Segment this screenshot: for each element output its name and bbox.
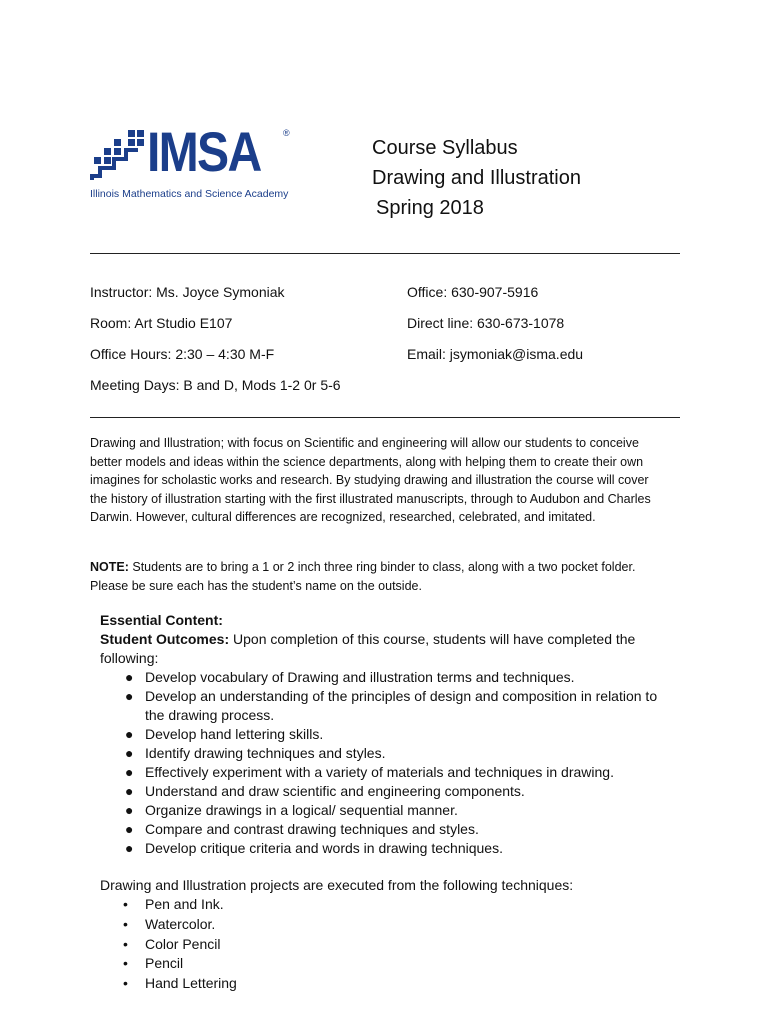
bullet-icon: • [123, 915, 128, 932]
techniques-list [100, 895, 680, 994]
essential-content [100, 611, 680, 858]
title-course-name: Drawing and Illustration [372, 167, 581, 189]
bullet-icon: ● [125, 840, 134, 856]
list-item: • Pencil [100, 954, 680, 974]
list-item: • Watercolor. [100, 915, 680, 935]
bullet-icon: • [123, 935, 128, 952]
email: Email: jsymoniak@isma.edu [407, 346, 584, 362]
logo-subtitle: Illinois Mathematics and Science Academy [90, 188, 289, 200]
bullet-icon: • [123, 896, 128, 912]
list-item: ● Compare and contrast drawing techniques and styles. [125, 821, 479, 837]
note-text: Students are to bring a 1 or 2 inch three ring binder to class, along with a two pocket folder. [128, 560, 636, 574]
list-item: • Hand Lettering [100, 974, 680, 994]
title-term: Spring 2018 [376, 197, 484, 219]
meeting-days: Meeting Days: B and D, Mods 1-2 0r 5-6 [90, 377, 341, 393]
title-course-syllabus: Course Syllabus [372, 137, 518, 159]
instructor: Instructor: Ms. Joyce Symoniak [90, 284, 285, 300]
bullet-icon: ● [125, 745, 134, 761]
bullet-icon: ● [125, 821, 134, 837]
room: Room: Art Studio E107 [90, 315, 233, 331]
note-text-cont: Please be sure each has the student’s name on the outside. [90, 578, 422, 593]
note-paragraph [90, 558, 680, 595]
outcomes-list [100, 668, 680, 858]
divider-bottom [90, 417, 680, 418]
bullet-icon: • [123, 955, 128, 972]
list-item: • Color Pencil [100, 935, 680, 955]
outcomes-cont: following: [100, 650, 159, 666]
techniques-section [100, 876, 680, 994]
list-item: ● Identify drawing techniques and styles. [125, 745, 386, 761]
list-item: ● Organize drawings in a logical/ sequential manner. [125, 802, 458, 818]
direct-line: Direct line: 630-673-1078 [407, 315, 565, 331]
bullet-icon: ● [125, 783, 134, 799]
office-hours: Office Hours: 2:30 – 4:30 M-F [90, 346, 275, 362]
outcomes-text: Upon completion of this course, students will have completed the [229, 631, 636, 647]
bullet-icon: ● [125, 688, 134, 704]
note-label: NOTE: [90, 560, 129, 574]
list-item: ● Develop critique criteria and words in drawing techniques. [125, 840, 503, 856]
bullet-icon: • [123, 975, 128, 992]
bullet-icon: ● [125, 669, 134, 685]
description-line: imagines for scholastic works and research. By studying drawing and illustration the course will cover [90, 473, 649, 488]
essential-heading: Essential Content: [100, 612, 223, 628]
registered-mark: ® [283, 128, 290, 138]
outcomes-label: Student Outcomes: [100, 631, 230, 647]
course-description [90, 434, 680, 527]
bullet-icon: ● [125, 726, 134, 742]
list-item: • Pen and Ink. [100, 895, 680, 915]
techniques-intro: Drawing and Illustration projects are executed from the following techniques: [100, 877, 574, 893]
course-title-block [372, 133, 581, 223]
imsa-steps-icon [90, 130, 146, 184]
list-item: ● Understand and draw scientific and engineering components. [125, 783, 525, 799]
description-line: Darwin. However, cultural differences are recognized, researched, celebrated, and imitated. [90, 510, 596, 525]
list-item: ● Develop an understanding of the principles of design and composition in relation to the drawing process. [125, 688, 658, 723]
imsa-logo [90, 120, 300, 208]
imsa-wordmark: IMSA [147, 120, 261, 183]
bullet-icon: ● [125, 764, 134, 780]
description-line: the history of illustration starting with the first illustrated manuscripts, through to Audubon and Charles [90, 491, 651, 506]
bullet-icon: ● [125, 802, 134, 818]
list-item: ● Develop vocabulary of Drawing and illustration terms and techniques. [125, 669, 575, 685]
description-line: better models and ideas within the science departments, along with helping them to create their own [90, 454, 644, 469]
list-item: ● Effectively experiment with a variety of materials and techniques in drawing. [125, 764, 614, 780]
office-phone: Office: 630-907-5916 [407, 284, 539, 300]
description-line: Drawing and Illustration; with focus on Scientific and engineering will allow our students to conceive [90, 436, 639, 450]
divider-top [90, 253, 680, 254]
list-item: ● Develop hand lettering skills. [125, 726, 324, 742]
